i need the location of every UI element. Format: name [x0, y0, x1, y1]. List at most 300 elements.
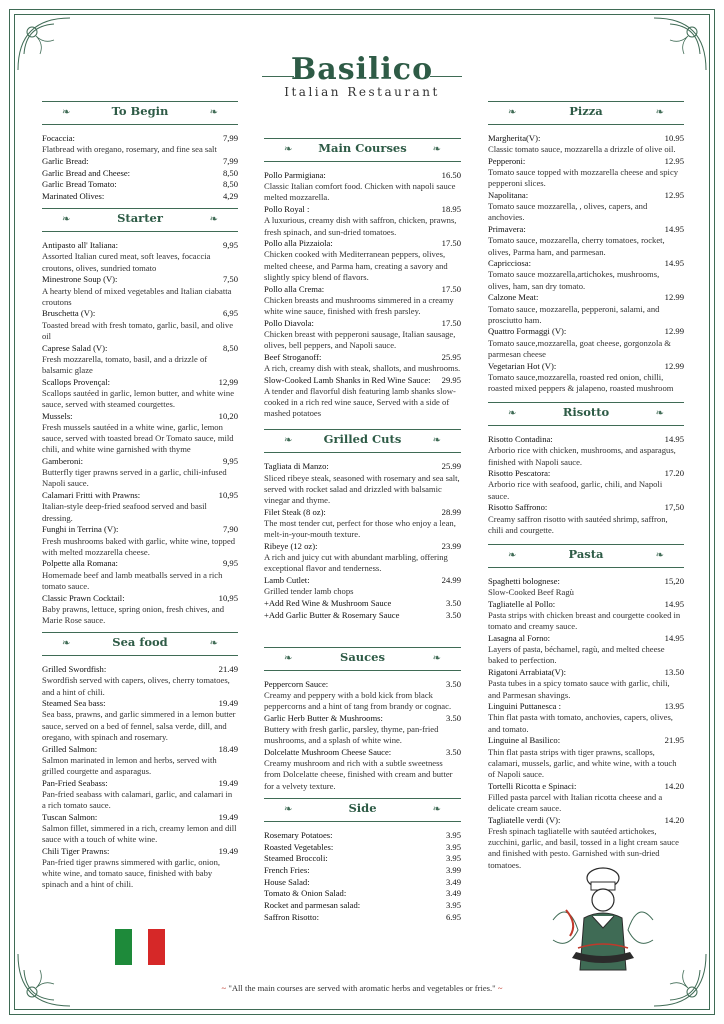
flourish-icon: ❧ [432, 652, 441, 664]
item-name: Calamari Fritti with Prawns: [42, 490, 141, 501]
menu-item [488, 326, 684, 360]
item-price: 7,99 [222, 133, 238, 143]
item-description: Baby prawns, lettuce, spring onion, fresh chives, and Marie Rose sauce. [42, 603, 225, 625]
item-name: Beef Stroganoff: [264, 351, 322, 362]
menu-item [42, 490, 238, 524]
menu-item [264, 842, 461, 853]
menu-item [42, 274, 238, 308]
item-name: Garlic Bread: [42, 155, 89, 166]
item-description: Creamy and peppery with a bold kick from black peppercorns and a hint of tang from brandy or cognac. [264, 690, 452, 712]
item-description: Tomato sauce,mozzarella, goat cheese, gorgonzola & parmesan cheese [488, 337, 671, 359]
flourish-icon: ❧ [62, 638, 71, 650]
item-price: 8,50 [222, 342, 238, 353]
item-name: Pollo Parmigiana: [264, 170, 326, 180]
item-name: Polpette alla Romana: [42, 558, 118, 569]
item-name: Tortelli Ricotta e Spinaci: [488, 780, 577, 791]
section-header [42, 208, 238, 232]
item-description: Pasta strips with chicken breast and courgette cooked in tomato and creamy sauce. [488, 610, 681, 632]
item-price: 3.50 [445, 712, 461, 723]
flourish-icon: ❧ [209, 107, 218, 118]
item-name: Slow-Cooked Lamb Shanks in Red Wine Sauce: [264, 374, 431, 385]
item-price: 3.50 [445, 597, 461, 608]
item-description: Scallops sautéed in garlic, lemon butter, and white wine sauce, served with steamed courgettes. [42, 387, 235, 410]
item-price: 13.95 [664, 701, 684, 712]
item-description: Classic Italian comfort food. Chicken with napoli sauce melted mozzarella. [264, 181, 456, 203]
item-price: 14.20 [664, 814, 684, 825]
item-name: Filet Steak (8 oz): [264, 506, 326, 517]
menu-item [42, 179, 238, 190]
section-title: To Begin [111, 104, 169, 118]
item-price: 14.95 [664, 598, 684, 609]
item-name: Spaghetti bolognese: [488, 576, 560, 586]
item-name: Pepperoni: [488, 155, 526, 166]
item-price: 10.95 [664, 133, 684, 143]
item-price: 3.99 [445, 864, 461, 875]
item-price: 14.95 [664, 633, 684, 644]
flourish-icon: ❧ [209, 214, 218, 226]
item-description: Tomato sauce,mozzarella, roasted red onion, chilli, roasted mixed peppers & jalapeno, roasted mushroom [488, 371, 674, 393]
item-name: Peppercorn Sauce: [264, 678, 329, 689]
item-price: 25.95 [441, 351, 461, 362]
section-title: Sauces [340, 649, 385, 664]
menu-item [488, 258, 684, 292]
item-name: Mussels: [42, 410, 73, 421]
flourish-icon: ❧ [209, 638, 218, 650]
item-description: Fresh mussels sautéed in a white wine, garlic, lemon sauce, served with toasted bread Or Tomato sauce, mild chili, and white wine garnished with thyme [42, 421, 234, 455]
item-price: 6,95 [222, 308, 238, 319]
item-description: Layers of pasta, béchamel, ragù, and melted cheese baked to perfection. [488, 644, 665, 666]
item-description: Tomato sauce, mozzarella, pepperoni, salami, and prosciutto ham. [488, 303, 660, 325]
item-name: Capricciosa: [488, 258, 531, 269]
menu-item [42, 240, 238, 274]
menu-item [42, 664, 238, 698]
item-price: 3.49 [445, 876, 461, 887]
item-name: Rosemary Potatoes: [264, 829, 333, 840]
item-description: Butterfly tiger prawns served in a garlic, chili-infused Napoli sauce. [42, 467, 227, 489]
item-description: Slow-Cooked Beef Ragù [488, 587, 574, 598]
menu-item [42, 456, 238, 490]
item-price: 17.50 [441, 317, 461, 328]
section-title: Starter [117, 211, 163, 226]
item-price: 21.95 [664, 735, 684, 746]
item-description: Assorted Italian cured meat, soft leaves, focaccia croutons, olives, sundried tomato [42, 251, 211, 273]
item-description: Creamy mushroom and rich with a subtle sweetness from Dolcelatte cheese, finished with cream and butter for a velvety texture. [264, 758, 453, 791]
item-description: Salmon fillet, simmered in a rich, creamy lemon and dill sauce with a touch of white wine. [42, 822, 237, 845]
item-price: 3.49 [445, 888, 461, 899]
section-pasta [488, 544, 684, 871]
item-price: 14.20 [664, 780, 684, 791]
menu-item [264, 170, 461, 204]
menu-item [488, 599, 684, 633]
section-header [42, 101, 238, 125]
menu-item [264, 598, 461, 609]
item-price: 12.99 [664, 292, 684, 303]
item-description: A rich, creamy dish with steak, shallots, and mushrooms. [264, 362, 461, 373]
item-price: 10,95 [218, 490, 238, 501]
flag-white-stripe [132, 929, 149, 965]
item-price: 9,95 [222, 456, 238, 467]
item-description: Sea bass, prawns, and garlic simmered in a lemon butter sauce, served on a bed of fennel, salsa verde, dill, and oregano, with spinach and rosemary. [42, 709, 236, 742]
chef-illustration-icon [548, 860, 658, 990]
item-description: Arborio rice with chicken, mushrooms, and asparagus, finished with Napoli sauce. [488, 445, 676, 467]
item-name: Calzone Meat: [488, 292, 539, 303]
item-description: Thin flat pasta strips with tiger prawns, scallops, calamari, mussels, garlic, and white wine, with a touch of Napoli sauce. [488, 746, 677, 779]
menu-item [264, 713, 461, 747]
item-name: Steamed Sea bass: [42, 698, 106, 709]
section-header [264, 798, 461, 822]
flourish-icon: ❧ [284, 435, 293, 447]
menu-item [264, 318, 461, 352]
menu-item [488, 292, 684, 326]
section-header [488, 402, 684, 426]
item-name: Grilled Salmon: [42, 743, 98, 754]
menu-item [488, 468, 684, 502]
menu-item [42, 168, 238, 179]
item-name: Pollo Diavola: [264, 317, 314, 328]
item-name: Tomato & Onion Salad: [264, 888, 347, 899]
flourish-icon: ❧ [655, 550, 664, 561]
item-description: Pan-fried tiger prawns simmered with garlic, onion, white wine, and tomato sauce, finished with baby spinach and a hint of chili. [42, 857, 221, 890]
item-description: Chicken breast with pepperoni sausage, Italian sausage, olives, bell peppers, and Napoli sauce. [264, 328, 456, 351]
item-name: Primavera: [488, 224, 526, 235]
menu-item [488, 224, 684, 258]
menu-item [42, 524, 238, 558]
item-description: A hearty blend of mixed vegetables and Italian ciabatta croutons [42, 285, 232, 307]
item-price: 4,29 [222, 191, 238, 202]
corner-ornament-icon [650, 950, 710, 1010]
section-risotto [488, 402, 684, 536]
footer-text: "All the main courses are served with aromatic herbs and vegetables or fries." [228, 983, 496, 993]
item-price: 12.99 [664, 360, 684, 371]
item-name: Garlic Bread Tomato: [42, 179, 117, 190]
menu-item [42, 593, 238, 627]
item-description: Tomato sauce mozzarella, , olives, capers, and anchovies. [488, 201, 648, 223]
item-name: Linguini Puttanesca : [488, 701, 562, 712]
item-name: Antipasto all' Italiana: [42, 240, 119, 251]
item-description: The most tender cut, perfect for those who enjoy a lean, melt-in-your-mouth texture. [264, 517, 456, 540]
flourish-icon: ❧ [432, 144, 441, 155]
item-price: 14.95 [664, 258, 684, 269]
item-description: Tomato sauce topped with mozzarella cheese and spicy pepperoni slices. [488, 167, 679, 189]
item-description: Buttery with fresh garlic, parsley, thyme, pan-fried mushrooms, and a splash of white wine. [264, 724, 439, 746]
item-name: Risotto Contadina: [488, 434, 553, 445]
item-price: 16.50 [441, 170, 461, 180]
menu-item [488, 133, 684, 155]
menu-item [42, 343, 238, 377]
item-name: Quattro Formaggi (V): [488, 326, 567, 337]
menu-item [42, 191, 238, 202]
section-title: Grilled Cuts [323, 432, 402, 447]
item-description: Swordfish served with capers, olives, cherry tomatoes, and a hint of chili. [42, 675, 230, 697]
item-name: Tagliata di Manzo: [264, 461, 329, 472]
item-price: 21.49 [218, 664, 238, 675]
item-description: Fresh spinach tagliatelle with sautéed artichokes, zucchini, garlic, and basil, tossed in a light cream sauce and finished with pesto. Garnished with sun-dried tomatoes. [488, 825, 679, 870]
item-description: Pan-fried seabass with calamari, garlic, and calamari in a rich tomato sauce. [42, 788, 233, 811]
item-name: Saffron Risotto: [264, 911, 319, 922]
menu-item [264, 204, 461, 238]
item-name: Vegetarian Hot (V): [488, 360, 557, 371]
menu-item [264, 284, 461, 318]
item-price: 17,50 [664, 502, 684, 513]
item-price: 28.99 [441, 506, 461, 517]
item-price: 23.99 [441, 540, 461, 551]
flourish-icon: ❧ [508, 550, 517, 561]
section-title: Risotto [562, 405, 610, 420]
item-price: 29.95 [441, 374, 461, 385]
menu-item [488, 502, 684, 536]
item-price: 24.99 [441, 575, 461, 585]
menu-item [264, 375, 461, 420]
item-price: 15,20 [664, 576, 684, 586]
item-name: Scallops Provençal: [42, 376, 111, 387]
italian-flag [115, 929, 165, 965]
item-description: Pasta tubes in a spicy tomato sauce with garlic, chili, and Parmesan shavings. [488, 678, 670, 700]
flourish-icon: ❧ [284, 652, 293, 664]
item-price: 14.95 [664, 434, 684, 445]
item-description: Arborio rice with seafood, garlic, chili, and Napoli sauce. [488, 479, 663, 501]
menu-item [264, 912, 461, 923]
menu-item [264, 610, 461, 621]
menu-item [42, 558, 238, 592]
item-name: Garlic Herb Butter & Mushrooms: [264, 712, 383, 723]
menu-item [264, 853, 461, 864]
menu-item [42, 377, 238, 411]
menu-item [488, 633, 684, 667]
flourish-icon: ❧ [655, 408, 664, 420]
item-price: 3.50 [445, 747, 461, 758]
item-name: Tagliatelle al Pollo: [488, 598, 556, 609]
flourish-icon: ❧ [432, 803, 441, 815]
section-title: Pasta [568, 547, 604, 561]
item-price: 19.49 [218, 845, 238, 856]
menu-item [42, 778, 238, 812]
item-name: Chili Tiger Prawns: [42, 845, 110, 856]
item-price: 12.95 [664, 155, 684, 166]
menu-item [264, 352, 461, 374]
item-name: Lamb Cutlet: [264, 575, 310, 585]
section-header [264, 138, 461, 162]
menu-item [42, 308, 238, 342]
section-title: Pizza [569, 104, 603, 118]
flourish-icon: ❧ [508, 408, 517, 420]
item-name: Ribeye (12 oz): [264, 540, 318, 551]
menu-item [42, 156, 238, 167]
menu-item [488, 156, 684, 190]
menu-item [488, 361, 684, 395]
item-price: 7,90 [222, 524, 238, 535]
flourish-icon: ❧ [655, 107, 664, 118]
item-description: Fresh mozzarella, tomato, basil, and a drizzle of balsamic glaze [42, 353, 208, 375]
flourish-icon: ❧ [284, 144, 293, 155]
item-name: Risotto Saffrono: [488, 502, 548, 513]
item-price: 18.95 [441, 204, 461, 215]
section-header [488, 101, 684, 125]
menu-item [264, 747, 461, 792]
item-price: 13.50 [664, 667, 684, 678]
item-price: 18.49 [218, 743, 238, 754]
swirl-left-icon: ~ [221, 983, 227, 993]
item-price: 12,99 [218, 376, 238, 387]
menu-item [264, 575, 461, 597]
menu-item [264, 830, 461, 841]
menu-item [488, 701, 684, 735]
item-description: A luxurious, creamy dish with saffron, chicken, prawns, fresh spinach, and sun-dried tomatoes. [264, 215, 457, 237]
item-price: 9,95 [222, 240, 238, 251]
item-name: Roasted Vegetables: [264, 841, 334, 852]
item-price: 3.95 [445, 853, 461, 864]
menu-item [488, 735, 684, 780]
item-description: Homemade beef and lamb meatballs served in a rich tomato sauce. [42, 569, 223, 591]
section-starter [42, 208, 238, 626]
item-name: Risotto Pescatora: [488, 468, 551, 479]
menu-item [488, 434, 684, 468]
item-price: 6.95 [445, 911, 461, 922]
menu-item [264, 865, 461, 876]
restaurant-subtitle: Italian Restaurant [284, 85, 440, 99]
menu-item [264, 900, 461, 911]
item-price: 3.50 [445, 678, 461, 689]
item-description: Fresh mushrooms baked with garlic, white wine, topped with melted mozzarella cheese. [42, 535, 236, 557]
menu-item [42, 846, 238, 891]
section-header [264, 647, 461, 671]
menu-item [264, 679, 461, 713]
menu-item [264, 238, 461, 283]
section-title: Side [348, 800, 377, 815]
item-price: 17.20 [664, 468, 684, 479]
item-name: Pollo alla Pizzaiola: [264, 238, 333, 249]
item-description: Chicken cooked with Mediterranean peppers, olives, melted cheese, and Parma ham, creating a savory and slightly spicy blend of flavors. [264, 249, 448, 282]
item-price: 3.50 [445, 609, 461, 620]
swirl-right-icon: ~ [497, 983, 503, 993]
item-description: Sliced ribeye steak, seasoned with rosemary and sea salt, served with rocket salad and drizzled with balsamic vinegar and thyme. [264, 472, 460, 506]
item-price: 17.50 [441, 238, 461, 249]
menu-item [42, 744, 238, 778]
section-sea-food [42, 632, 238, 891]
menu-item [42, 698, 238, 743]
section-header [42, 632, 238, 656]
item-name: Pollo Royal : [264, 204, 310, 215]
section-header [488, 544, 684, 568]
restaurant-header [0, 52, 724, 99]
menu-item [488, 667, 684, 701]
item-price: 3.95 [445, 829, 461, 840]
menu-item [264, 507, 461, 541]
item-price: 10,20 [218, 410, 238, 421]
section-sauces [264, 647, 461, 792]
item-name: Rocket and parmesan salad: [264, 900, 361, 911]
item-name: French Fries: [264, 864, 310, 875]
section-title: Sea food [112, 635, 168, 650]
item-description: Toasted bread with fresh tomato, garlic, basil, and olive oil [42, 319, 234, 341]
item-name: Pollo alla Crema: [264, 283, 325, 294]
item-name: Napolitana: [488, 190, 529, 201]
item-name: +Add Red Wine & Mushroom Sauce [264, 597, 392, 608]
item-price: 19.49 [218, 698, 238, 709]
item-name: Pan-Fried Seabass: [42, 777, 108, 788]
item-price: 14.95 [664, 224, 684, 235]
item-description: Grilled tender lamb chops [264, 586, 354, 597]
item-name: Tuscan Salmon: [42, 811, 98, 822]
item-name: Dolcelatte Mushroom Cheese Sauce: [264, 747, 392, 758]
item-price: 8,50 [222, 179, 238, 190]
item-name: Steamed Broccoli: [264, 853, 328, 864]
menu-item [264, 877, 461, 888]
restaurant-name: Basilico [290, 52, 434, 87]
flourish-icon: ❧ [62, 214, 71, 226]
item-description: Filled pasta parcel with Italian ricotta cheese and a delicate cream sauce. [488, 791, 663, 814]
menu-item [264, 888, 461, 899]
item-description: Salmon marinated in lemon and herbs, served with grilled courgette and asparagus. [42, 754, 217, 776]
item-description: A rich and juicy cut with abundant marbling, offering exceptional flavor and tenderness. [264, 552, 448, 574]
item-name: House Salad: [264, 876, 310, 887]
item-price: 19.49 [218, 777, 238, 788]
footer-note [0, 983, 724, 993]
item-name: Marinated Olives: [42, 191, 105, 202]
item-price: 9,95 [222, 558, 238, 569]
section-title: Main Courses [318, 141, 407, 155]
menu-item [264, 541, 461, 575]
item-name: Margherita(V): [488, 133, 541, 143]
item-name: Tagliatelle verdi (V): [488, 814, 561, 825]
item-name: +Add Garlic Butter & Rosemary Sauce [264, 609, 400, 620]
flourish-icon: ❧ [508, 107, 517, 118]
item-name: Grilled Swordfish: [42, 664, 107, 675]
item-name: Funghi in Terrina (V): [42, 524, 119, 535]
item-name: Classic Prawn Cocktail: [42, 592, 125, 603]
item-name: Focaccia: [42, 133, 75, 143]
section-header [264, 429, 461, 453]
item-description: Thin flat pasta with tomato, anchovies, capers, olives, and tomato. [488, 712, 673, 734]
item-price: 19.49 [218, 811, 238, 822]
item-description: Tomato sauce, mozzarella, cherry tomatoes, rocket, olives, Parma ham, and parmesan. [488, 235, 665, 257]
menu-item [488, 781, 684, 815]
flourish-icon: ❧ [284, 803, 293, 815]
item-price: 17.50 [441, 283, 461, 294]
column-left [42, 101, 238, 897]
item-price: 8,50 [222, 167, 238, 178]
column-right [488, 101, 684, 877]
corner-ornament-icon [14, 950, 74, 1010]
item-price: 25.99 [441, 461, 461, 472]
menu-item [488, 576, 684, 598]
item-name: Garlic Bread and Cheese: [42, 167, 131, 178]
item-name: Rigatoni Arrabiata(V): [488, 667, 567, 678]
section-side [264, 798, 461, 923]
menu-item [42, 812, 238, 846]
item-name: Minestrone Soup (V): [42, 274, 118, 285]
item-name: Bruschetta (V): [42, 308, 96, 319]
item-description: Tomato sauce mozzarella,artichokes, mushrooms, olives, ham, san dry tomato. [488, 269, 660, 291]
item-price: 7,99 [222, 155, 238, 166]
section-to-begin [42, 101, 238, 202]
item-price: 3.95 [445, 841, 461, 852]
menu-item [264, 461, 461, 506]
item-price: 12.99 [664, 326, 684, 337]
item-name: Linguine al Basilico: [488, 735, 561, 746]
menu-item [488, 190, 684, 224]
item-description: A tender and flavorful dish featuring lamb shanks slow-cooked in a rich red wine sauce, Served with a side of mashed potatoes [264, 385, 456, 419]
item-description: Classic tomato sauce, mozzarella a drizzle of olive oil. [488, 144, 676, 155]
item-description: Italian-style deep-fried seafood served and basil dressing. [42, 501, 207, 523]
section-main-courses [264, 138, 461, 419]
item-name: Gamberoni: [42, 456, 84, 467]
item-name: Lasagna al Forno: [488, 633, 551, 644]
section-pizza [488, 101, 684, 394]
item-description: Chicken breasts and mushrooms simmered in a creamy white wine sauce, finished with fresh parsley. [264, 294, 454, 316]
menu-item [42, 133, 238, 155]
item-price: 10,95 [218, 592, 238, 603]
item-price: 7,50 [222, 274, 238, 285]
